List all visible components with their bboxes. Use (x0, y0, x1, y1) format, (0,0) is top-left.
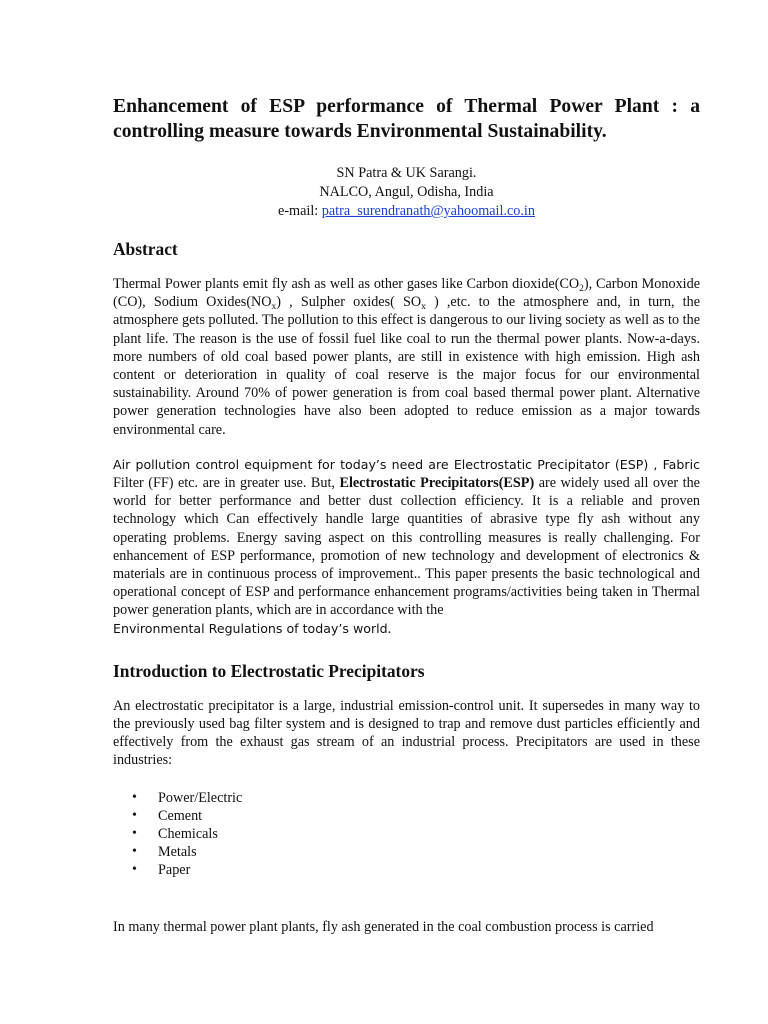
abstract-p2-bold-term: Electrostatic Precipitators(ESP) (339, 475, 535, 492)
list-item (113, 807, 700, 825)
list-item (113, 843, 700, 861)
abstract-heading: Abstract (113, 239, 178, 259)
abstract-p1-text-d: ) ,etc. to the atmosphere and, in turn, the atmosphere gets polluted. The pollution to this effect is dangerous to our living society as well as to the plant life. The reason is the use of fossil fuel like coal to run the thermal power plants. Now-a-days. more numbers of old coal based power plants, are still in existence with high emission. High ash content or deterioration in quality of coal reserve is the major focus for our environmental sustainability. Around 70% of power generation is from coal based thermal power plant. Alternative power generation technologies have also been adopted to reduce emission as a major towards environmental care. (113, 294, 700, 438)
list-item-label: Cement (158, 807, 203, 824)
author-names: SN Patra & UK Sarangi. (336, 165, 477, 181)
list-item-label: Power/Electric (158, 789, 243, 806)
abstract-p2-text-a: Air pollution control equipment for today’s need are Electrostatic Precipitator (ESP) , Fabric (113, 456, 700, 472)
introduction-heading: Introduction to Electrostatic Precipitators (113, 660, 425, 681)
abstract-p1-text-c: ) , Sulpher oxides( SO (276, 294, 422, 311)
author-affiliation: NALCO, Angul, Odisha, India (319, 184, 494, 200)
nox-subscript: x (271, 302, 277, 313)
list-item-label: Metals (158, 844, 197, 861)
bullet-icon: • (132, 862, 137, 878)
list-item-label: Paper (158, 862, 191, 879)
list-item-label: Chemicals (158, 826, 218, 843)
abstract-paragraph-2-end (113, 620, 700, 638)
paper-title: Enhancement of ESP performance of Thermal Power Plant : a controlling measure towards Environmental Sustainability. (113, 96, 700, 142)
email-label: e-mail: (278, 203, 322, 219)
abstract-p1-text-a: Thermal Power plants emit fly ash as well as other gases like Carbon dioxide(CO (113, 276, 580, 292)
abstract-p2-text-b: Filter (FF) etc. are in greater use. But, (113, 475, 340, 492)
bullet-icon: • (132, 826, 137, 842)
sox-subscript: x (421, 302, 426, 313)
email-link[interactable]: patra_surendranath@yahoomail.co.in (321, 203, 535, 219)
abstract-paragraph-2 (113, 456, 700, 620)
abstract-p2-text-c: are widely used all over the world for better performance and better dust collection efficiency. It is a reliable and proven technology which Can effectively handle large quantities of abrasive type fly ash without any operating problems. Energy saving aspect on this controlling measures is really challenging. For enhancement of ESP performance, promotion of new technology and development of electronics & materials are in continuous process of improvement.. This paper presents the basic technological and operational concept of ESP and performance enhancement programs/activities being taken in Thermal power generation plants, which are in accordance with the (113, 475, 700, 619)
bullet-icon: • (132, 844, 137, 860)
abstract-p2-text-d: Environmental Regulations of today’s world (113, 620, 388, 636)
list-item (113, 789, 700, 807)
intro-paragraph-2: In many thermal power plant plants, fly ash generated in the coal combustion process is carried (113, 918, 654, 935)
author-block (113, 164, 700, 221)
page-content (113, 94, 700, 936)
co2-subscript: 2 (579, 284, 584, 294)
list-item (113, 825, 700, 843)
list-item (113, 861, 700, 879)
abstract-p2-text-e: . (387, 620, 392, 637)
abstract-paragraph-1 (113, 275, 700, 439)
author-email (113, 202, 700, 221)
bullet-icon: • (132, 789, 137, 805)
industries-list (113, 789, 700, 880)
intro-paragraph-1: An electrostatic precipitator is a large, industrial emission-control unit. It supersedes in many way to the previously used bag filter system and is designed to trap and remove dust particles efficiently and effectively from the exhaust gas stream of an industrial process. Precipitators are used in these industries: (113, 697, 700, 769)
bullet-icon: • (132, 807, 137, 823)
abstract-p1-text-b: ), Carbon Monoxide (CO), Sodium Oxides(NO (113, 276, 700, 311)
